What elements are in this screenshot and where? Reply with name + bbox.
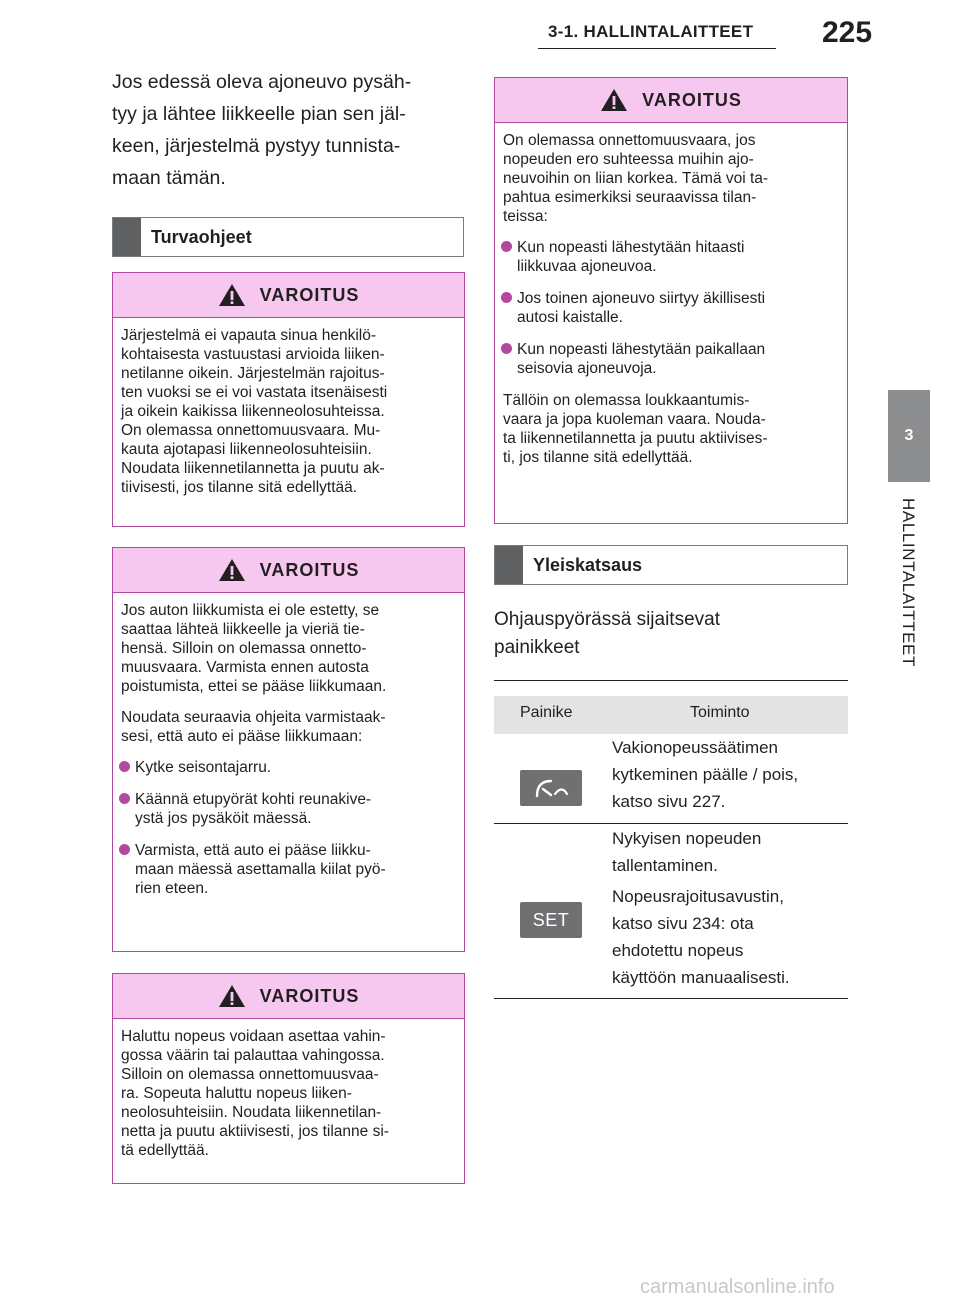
table-row-rule [494, 823, 848, 824]
list-item [503, 289, 835, 327]
bullet-dot-icon [119, 844, 130, 855]
warning-triangle-icon [600, 87, 628, 113]
list-item [503, 238, 835, 276]
list-item [121, 758, 452, 777]
watermark: carmanualsonline.info [640, 1276, 835, 1298]
warning-header [113, 548, 464, 593]
warning-header [113, 974, 464, 1019]
warning-label: VAROITUS [259, 284, 360, 305]
table-function-text: Vakionopeussäätimen kytkeminen päälle / pois, katso sivu 227. [612, 738, 799, 811]
cruise-control-button [520, 770, 582, 806]
page-number: 225 [822, 16, 873, 49]
warning-label: VAROITUS [259, 985, 360, 1006]
bullet-dot-icon [119, 761, 130, 772]
warning-paragraph: Tällöin on olemassa loukkaantumis- vaara ja jopa kuoleman vaara. Nouda- ta liikennetilannetta ja puutu aktiivises- ti, jos tilanne sitä edellyttää. [503, 392, 768, 466]
warning-body [495, 123, 847, 477]
section-title: 3-1. HALLINTALAITTEET [548, 22, 754, 41]
section-heading-safety [112, 217, 464, 257]
warning-paragraph: Jos auton liikkumista ei ole estetty, se saattaa lähteä liikkeelle ja vieriä tie- hensä. Silloin on olemassa onnetto- muusvaara. Varmista ennen autosta poistumista, ettei se pääse liikkumaan. [121, 602, 387, 695]
section-heading-text: Turvaohjeet [151, 226, 252, 247]
warning-paragraph: Noudata seuraavia ohjeita varmistaak- sesi, että auto ei pääse liikkumaan: [121, 709, 386, 745]
list-item [503, 340, 835, 378]
table-header-button: Painike [520, 704, 573, 721]
warning-body [113, 593, 464, 908]
section-heading-bar [113, 218, 141, 256]
bullet-dot-icon [501, 241, 512, 252]
warning-header [113, 273, 464, 318]
list-item-text: Varmista, että auto ei pääse liikku- maan mäessä asettamalla kiilat pyö- rien eteen. [135, 842, 386, 897]
section-heading-overview [494, 545, 848, 585]
table-function-text: Nykyisen nopeuden tallentaminen. [612, 829, 762, 875]
list-item [121, 841, 452, 898]
section-heading-bar [495, 546, 523, 584]
intro-line: maan tämän. [112, 167, 226, 189]
list-item-text: Jos toinen ajoneuvo siirtyy äkillisesti autosi kaistalle. [517, 290, 766, 326]
warning-triangle-icon [218, 282, 246, 308]
list-item [121, 790, 452, 828]
table-header [494, 696, 848, 734]
chapter-number: 3 [904, 427, 914, 444]
table-header-function: Toiminto [690, 704, 750, 721]
warning-header [495, 78, 847, 123]
table-subheading: Ohjauspyörässä sijaitsevat painikkeet [494, 609, 720, 658]
intro-paragraph [112, 66, 462, 194]
list-item-text: Kytke seisontajarru. [135, 759, 272, 776]
table-top-rule [494, 680, 848, 681]
list-item-text: Kun nopeasti lähestytään hitaasti liikkuvaa ajoneuvoa. [517, 239, 745, 275]
warning-label: VAROITUS [642, 89, 742, 110]
list-item-text: Käännä etupyörät kohti reunakive- ystä jos pysäköit mäessä. [135, 791, 372, 827]
warning-label: VAROITUS [259, 559, 360, 580]
bullet-dot-icon [501, 343, 512, 354]
section-heading-text: Yleiskatsaus [533, 554, 643, 575]
intro-line: keen, järjestelmä pystyy tunnista- [112, 135, 401, 157]
warning-triangle-icon [218, 983, 246, 1009]
intro-line: Jos edessä oleva ajoneuvo pysäh- [112, 71, 412, 93]
warning-body [113, 1019, 464, 1170]
warning-body [113, 318, 464, 507]
warning-text: Haluttu nopeus voidaan asettaa vahin- gossa väärin tai palauttaa vahingossa. Silloin on olemassa onnettomuusvaa- ra. Sopeuta haluttu nopeus liiken- neolosuhteisiin. Noudata liikennetilan- netta ja puutu aktiivisesti, jos tilanne si- tä edellyttää. [121, 1028, 389, 1159]
table-bottom-rule [494, 998, 848, 999]
bullet-dot-icon [119, 793, 130, 804]
warning-triangle-icon [218, 557, 246, 583]
chapter-tab[interactable] [888, 390, 930, 482]
chapter-side-label [888, 488, 930, 788]
warning-box-1 [112, 272, 465, 527]
warning-box-4 [494, 77, 848, 524]
warning-box-3 [112, 973, 465, 1184]
header-underline [538, 48, 776, 49]
chapter-label: HALLINTALAITTEET [899, 498, 918, 667]
list-item-text: Kun nopeasti lähestytään paikallaan seisovia ajoneuvoja. [517, 341, 766, 377]
bullet-dot-icon [501, 292, 512, 303]
intro-line: tyy ja lähtee liikkeelle pian sen jäl- [112, 103, 406, 125]
warning-paragraph: On olemassa onnettomuusvaara, jos nopeuden ero suhteessa muihin ajo- neuvoihin on liian korkea. Tämä voi ta- pahtua esimerkiksi seuraavissa tilan- teissa: [503, 132, 769, 225]
warning-box-2 [112, 547, 465, 952]
set-button-label: SET [532, 909, 570, 930]
table-function-text: Nopeusrajoitusavustin, katso sivu 234: ota ehdotettu nopeus käyttöön manuaalisesti. [612, 887, 790, 987]
set-button [520, 902, 582, 938]
warning-text: Järjestelmä ei vapauta sinua henkilö- kohtaisesta vastuustasi arvioida liiken- netilanne oikein. Järjestelmän rajoitus- ten vuoksi se ei voi vastata itsenäisesti ja oikein kaikissa liikenneolosuhteissa. On olemassa onnettomuusvaara. Mu- kauta ajotapasi liikenneolosuhteisiin. Noudata liikennetilannetta ja puutu ak- tiivisesti, jos tilanne sitä edellyttää. [121, 327, 388, 496]
cruise-control-icon [531, 775, 571, 801]
